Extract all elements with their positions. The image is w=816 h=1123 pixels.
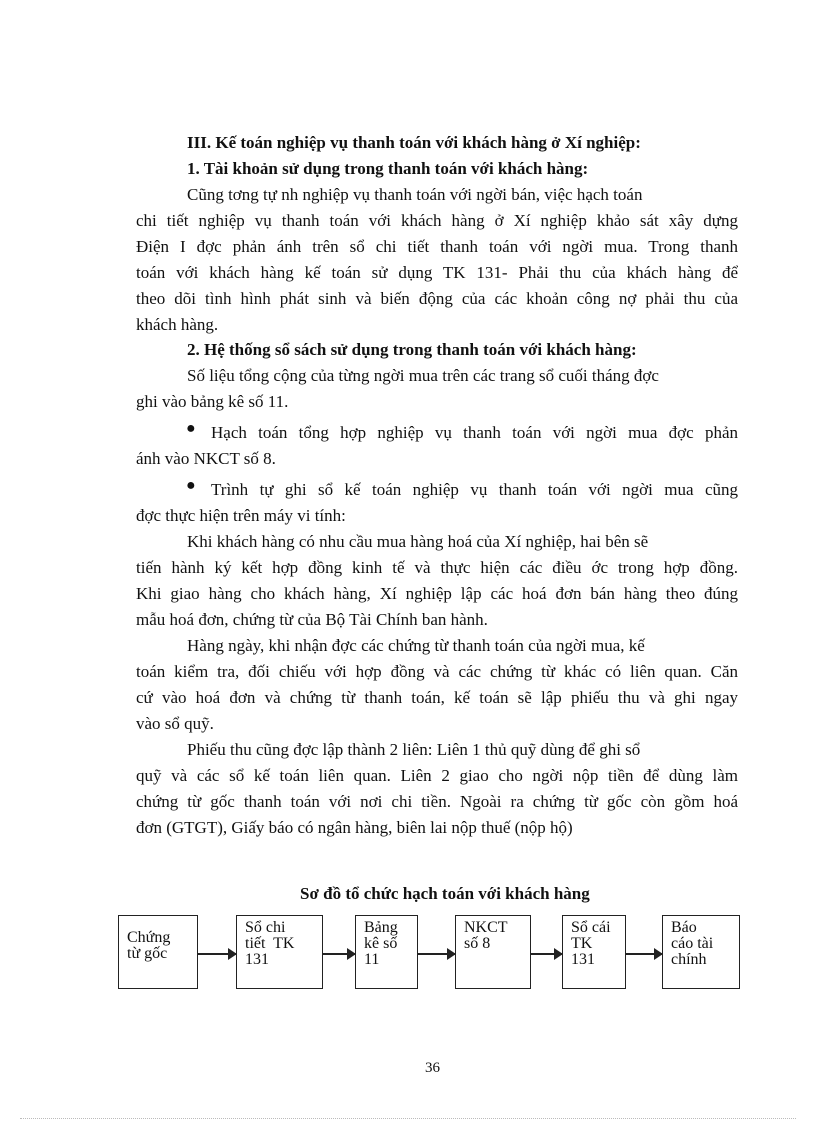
box-so-chi-tiet xyxy=(236,915,323,989)
box-line: chính xyxy=(671,951,707,968)
para4-line: toán kiểm tra, đối chiếu với hợp đồng và các chứng từ khác có liên quan. Căn xyxy=(136,662,738,681)
para3-line: Khi giao hàng cho khách hàng, Xí nghiệp lập các hoá đơn bán hàng theo đúng xyxy=(136,584,738,603)
box-line: Sổ chi xyxy=(245,919,286,936)
box-line: số 8 xyxy=(464,935,491,952)
box-line: Báo xyxy=(671,919,697,936)
para4-line: vào sổ quỹ. xyxy=(136,714,214,733)
para3-line: tiến hành ký kết hợp đồng kinh tế và thực hiện các điều ớc trong hợp đồng. xyxy=(136,558,738,577)
box-line: 131 xyxy=(571,951,595,968)
box-line: Bảng xyxy=(364,919,398,936)
box-line: NKCT xyxy=(464,919,508,936)
para4-line: Hàng ngày, khi nhận đợc các chứng từ thanh toán của ngời mua, kế xyxy=(187,636,645,655)
box-line: từ gốc xyxy=(127,945,168,962)
bullet-icon: ● xyxy=(186,477,196,494)
box-line: 11 xyxy=(364,951,380,968)
box-line: kê số xyxy=(364,935,398,952)
bullet1-line: Hạch toán tổng hợp nghiệp vụ thanh toán với ngời mua đợc phản xyxy=(211,423,738,442)
para3-line: Khi khách hàng có nhu cầu mua hàng hoá của Xí nghiệp, hai bên sẽ xyxy=(187,532,649,551)
para2-line: ghi vào bảng kê số 11. xyxy=(136,392,289,411)
box-so-cai xyxy=(562,915,626,989)
para5-line: Phiếu thu cũng đợc lập thành 2 liên: Liên 1 thủ quỹ dùng để ghi sổ xyxy=(187,740,641,759)
arrow-icon xyxy=(418,953,455,955)
para1-line: chi tiết nghiệp vụ thanh toán với khách hàng ở Xí nghiệp khảo sát xây dựng xyxy=(136,211,738,230)
para3-line: mẫu hoá đơn, chứng từ của Bộ Tài Chính ban hành. xyxy=(136,610,488,629)
box-line: tiết TK xyxy=(245,935,295,952)
box-bang-ke xyxy=(355,915,418,989)
arrow-icon xyxy=(323,953,355,955)
para2-line: Số liệu tổng cộng của từng ngời mua trên các trang sổ cuối tháng đợc xyxy=(187,366,659,385)
bullet-icon: ● xyxy=(186,420,196,437)
box-line: cáo tài xyxy=(671,935,714,952)
arrow-icon xyxy=(626,953,662,955)
bullet2-line: đợc thực hiện trên máy vi tính: xyxy=(136,506,346,525)
box-line: Chứng xyxy=(127,929,171,946)
arrow-icon xyxy=(531,953,562,955)
box-line: Sổ cái xyxy=(571,919,611,936)
box-line: TK xyxy=(571,935,593,952)
bottom-divider xyxy=(20,1118,796,1119)
para5-line: đơn (GTGT), Giấy báo có ngân hàng, biên lai nộp thuế (nộp hộ) xyxy=(136,818,573,837)
para1-line: toán với khách hàng kế toán sử dụng TK 131- Phải thu của khách hàng để xyxy=(136,263,738,282)
para5-line: quỹ và các sổ kế toán liên quan. Liên 2 giao cho ngời nộp tiền để dùng làm xyxy=(136,766,738,785)
bullet2-line: Trình tự ghi sổ kế toán nghiệp vụ thanh toán với ngời mua cũng xyxy=(211,480,738,499)
para1-line: khách hàng. xyxy=(136,315,219,334)
subsection-2-title: 2. Hệ thống sổ sách sử dụng trong thanh toán với khách hàng: xyxy=(187,340,637,359)
para1-line: Điện I đợc phản ánh trên sổ chi tiết thanh toán với ngời mua. Trong thanh xyxy=(136,237,738,256)
arrow-icon xyxy=(198,953,236,955)
para1-line: Cũng tơng tự nh nghiệp vụ thanh toán với ngời bán, việc hạch toán xyxy=(187,185,643,204)
para5-line: chứng từ gốc thanh toán với nơi chi tiền. Ngoài ra chứng từ gốc còn gồm hoá xyxy=(136,792,738,811)
para1-line: theo dõi tình hình phát sinh và biến động của các khoản công nợ phải thu của xyxy=(136,289,738,308)
box-bao-cao xyxy=(662,915,740,989)
diagram-title: Sơ đồ tổ chức hạch toán với khách hàng xyxy=(300,884,590,903)
para4-line: cứ vào hoá đơn và chứng từ thanh toán, kế toán sẽ lập phiếu thu và ghi ngay xyxy=(136,688,738,707)
page-number: 36 xyxy=(425,1060,440,1076)
subsection-1-title: 1. Tài khoản sử dụng trong thanh toán với khách hàng: xyxy=(187,159,589,178)
bullet1-line: ánh vào NKCT số 8. xyxy=(136,449,276,468)
box-chung-tu-goc xyxy=(118,915,198,989)
box-nkct xyxy=(455,915,531,989)
section-title: III. Kế toán nghiệp vụ thanh toán với khách hàng ở Xí nghiệp: xyxy=(187,133,641,152)
box-line: 131 xyxy=(245,951,269,968)
